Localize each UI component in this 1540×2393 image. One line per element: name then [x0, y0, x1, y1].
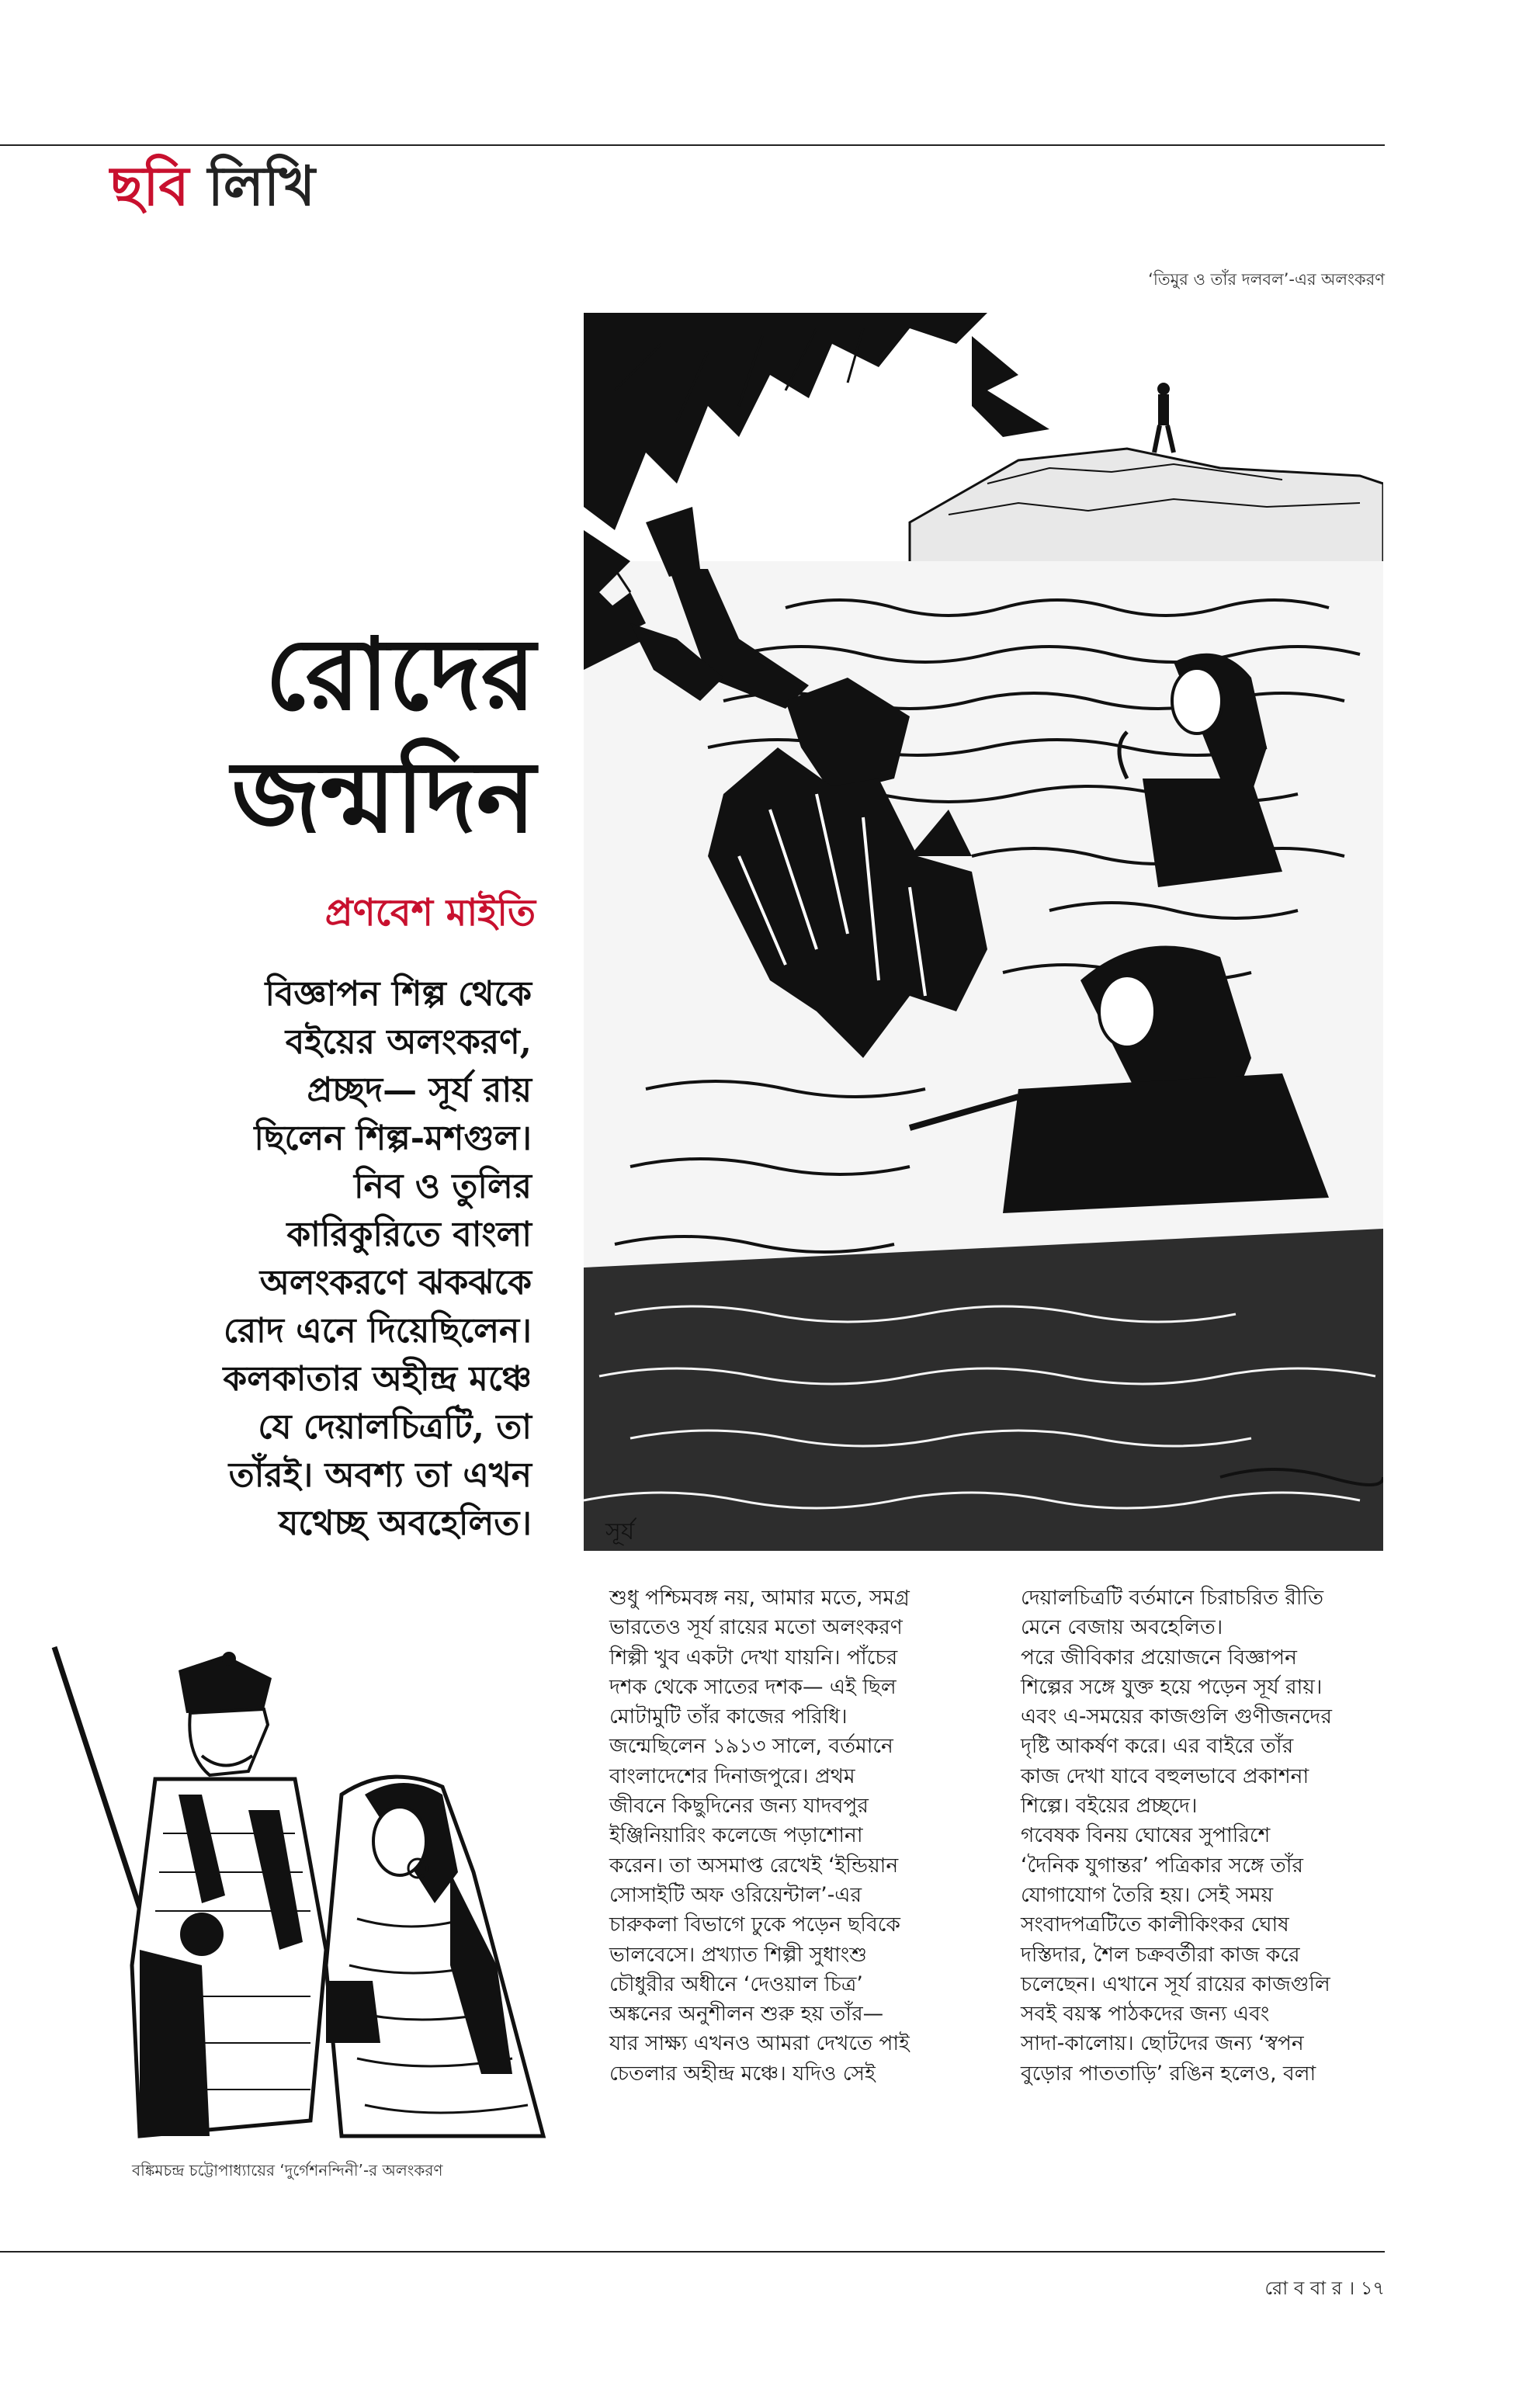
body-line: করেন। তা অসমাপ্ত রেখেই ‘ইন্ডিয়ান — [609, 1853, 899, 1878]
top-rule — [0, 144, 1385, 146]
body-line: বাংলাদেশের দিনাজপুরে। প্রথম — [609, 1764, 855, 1788]
body-column-1 — [609, 1583, 994, 2089]
body-line: সোসাইটি অফ ওরিয়েন্টাল’-এর — [609, 1882, 862, 1907]
river-scene-illustration — [584, 313, 1383, 1551]
body-line: চৌধুরীর অধীনে ‘দেওয়াল চিত্র’ — [609, 1972, 863, 1996]
body-line: জীবনে কিছুদিনের জন্য যাদবপুর — [609, 1794, 869, 1819]
body-line: চলেছেন। এখানে সূর্য রায়ের কাজগুলি — [1021, 1972, 1330, 1996]
body-line: ‘দৈনিক যুগান্তর’ পত্রিকার সঙ্গে তাঁর — [1021, 1853, 1303, 1878]
body-line: ইঞ্জিনিয়ারিং কলেজে পড়াশোনা — [609, 1823, 863, 1848]
body-line: সাদা-কালোয়। ছোটদের জন্য ‘স্বপন — [1021, 2031, 1304, 2056]
section-label — [110, 154, 315, 218]
body-line: দশক থেকে সাতের দশক— এই ছিল — [609, 1674, 897, 1699]
body-line: শিল্পে। বইয়ের প্রচ্ছদে। — [1021, 1794, 1198, 1819]
standfirst-line: কারিকুরিতে বাংলা — [286, 1215, 532, 1254]
body-line: যোগাযোগ তৈরি হয়। সেই সময় — [1021, 1882, 1274, 1907]
body-line: চারুকলা বিভাগে ঢুকে পড়েন ছবিকে — [609, 1913, 900, 1937]
standfirst-line: যথেচ্ছ অবহেলিত। — [278, 1503, 532, 1543]
body-line: অঙ্কনের অনুশীলন শুরু হয় তাঁর— — [609, 2002, 884, 2027]
body-line: শিল্পী খুব একটা দেখা যায়নি। পাঁচের — [609, 1645, 898, 1670]
body-line: ভালবেসে। প্রখ্যাত শিল্পী সুধাংশু — [609, 1942, 867, 1967]
standfirst-line: কলকাতার অহীন্দ্র মঞ্চে — [223, 1359, 532, 1399]
body-line: গবেষক বিনয় ঘোষের সুপারিশে — [1021, 1823, 1271, 1848]
body-line: কাজ দেখা যাবে বহুলভাবে প্রকাশনা — [1021, 1764, 1309, 1788]
author-byline: প্রণবেশ মাইতি — [324, 891, 536, 935]
body-line: সংবাদপত্রটিতে কালীকিংকর ঘোষ — [1021, 1913, 1289, 1937]
body-column-2 — [1021, 1583, 1405, 2089]
bottom-rule — [0, 2251, 1385, 2253]
body-line: শিল্পের সঙ্গে যুক্ত হয়ে পড়েন সূর্য রায়। — [1021, 1674, 1323, 1699]
body-line: দেয়ালচিত্রটি বর্তমানে চিরাচরিত রীতি — [1021, 1586, 1323, 1610]
body-line: শুধু পশ্চিমবঙ্গ নয়, আমার মতে, সমগ্র — [609, 1586, 910, 1610]
standfirst-line: প্রচ্ছদ— সূর্য রায় — [307, 1070, 532, 1110]
body-line: সবই বয়স্ক পাঠকদের জন্য এবং — [1021, 2002, 1270, 2027]
durgeshnandini-illustration — [47, 1639, 559, 2152]
body-line: ভারতেও সূর্য রায়ের মতো অলংকরণ — [609, 1615, 903, 1640]
standfirst-line: নিব ও তুলির — [354, 1167, 532, 1206]
body-line: মেনে বেজায় অবহেলিত। — [1021, 1615, 1223, 1640]
body-line: যার সাক্ষ্য এখনও আমরা দেখতে পাই — [609, 2031, 910, 2056]
standfirst — [186, 970, 532, 1548]
body-line: পরে জীবিকার প্রয়োজনে বিজ্ঞাপন — [1021, 1645, 1297, 1670]
standfirst-line: রোদ এনে দিয়েছিলেন। — [224, 1311, 532, 1351]
left-illustration-caption: বঙ্কিমচন্দ্র চট্টোপাধ্যায়ের ‘দুর্গেশনন্দিনী’-র অলংকরণ — [132, 2161, 443, 2180]
article-title — [171, 613, 536, 858]
title-line: রোদের — [265, 616, 536, 733]
standfirst-line: অলংকরণে ঝকঝকে — [259, 1263, 532, 1302]
section-label-red: ছবি — [110, 154, 189, 218]
page-footer: রো ব বা র । ১৭ — [1264, 2277, 1385, 2299]
body-line: বুড়োর পাততাড়ি’ রঙিন হলেও, বলা — [1021, 2061, 1316, 2086]
standfirst-line: তাঁরই। অবশ্য তা এখন — [228, 1455, 532, 1495]
body-line: জন্মেছিলেন ১৯১৩ সালে, বর্তমানে — [609, 1734, 893, 1759]
main-illustration-caption: ‘তিমুর ও তাঁর দলবল’-এর অলংকরণ — [1148, 270, 1385, 289]
body-line: দস্তিদার, শৈল চক্রবর্তীরা কাজ করে — [1021, 1942, 1300, 1967]
standfirst-line: বইয়ের অলংকরণ, — [285, 1022, 532, 1062]
body-line: দৃষ্টি আকর্ষণ করে। এর বাইরে তাঁর — [1021, 1734, 1294, 1759]
standfirst-line: ছিলেন শিল্প-মশগুল। — [254, 1118, 532, 1158]
illustration-signature: সূর্য — [605, 1518, 635, 1545]
title-line: জন্মদিন — [231, 739, 536, 855]
section-label-black: লিখি — [207, 154, 315, 218]
standfirst-line: বিজ্ঞাপন শিল্প থেকে — [265, 974, 532, 1014]
body-line: মোটামুটি তাঁর কাজের পরিধি। — [609, 1705, 848, 1729]
body-line: চেতলার অহীন্দ্র মঞ্চে। যদিও সেই — [609, 2061, 876, 2086]
body-line: এবং এ-সময়ের কাজগুলি গুণীজনদের — [1021, 1705, 1332, 1729]
standfirst-line: যে দেয়ালচিত্রটি, তা — [258, 1407, 532, 1447]
